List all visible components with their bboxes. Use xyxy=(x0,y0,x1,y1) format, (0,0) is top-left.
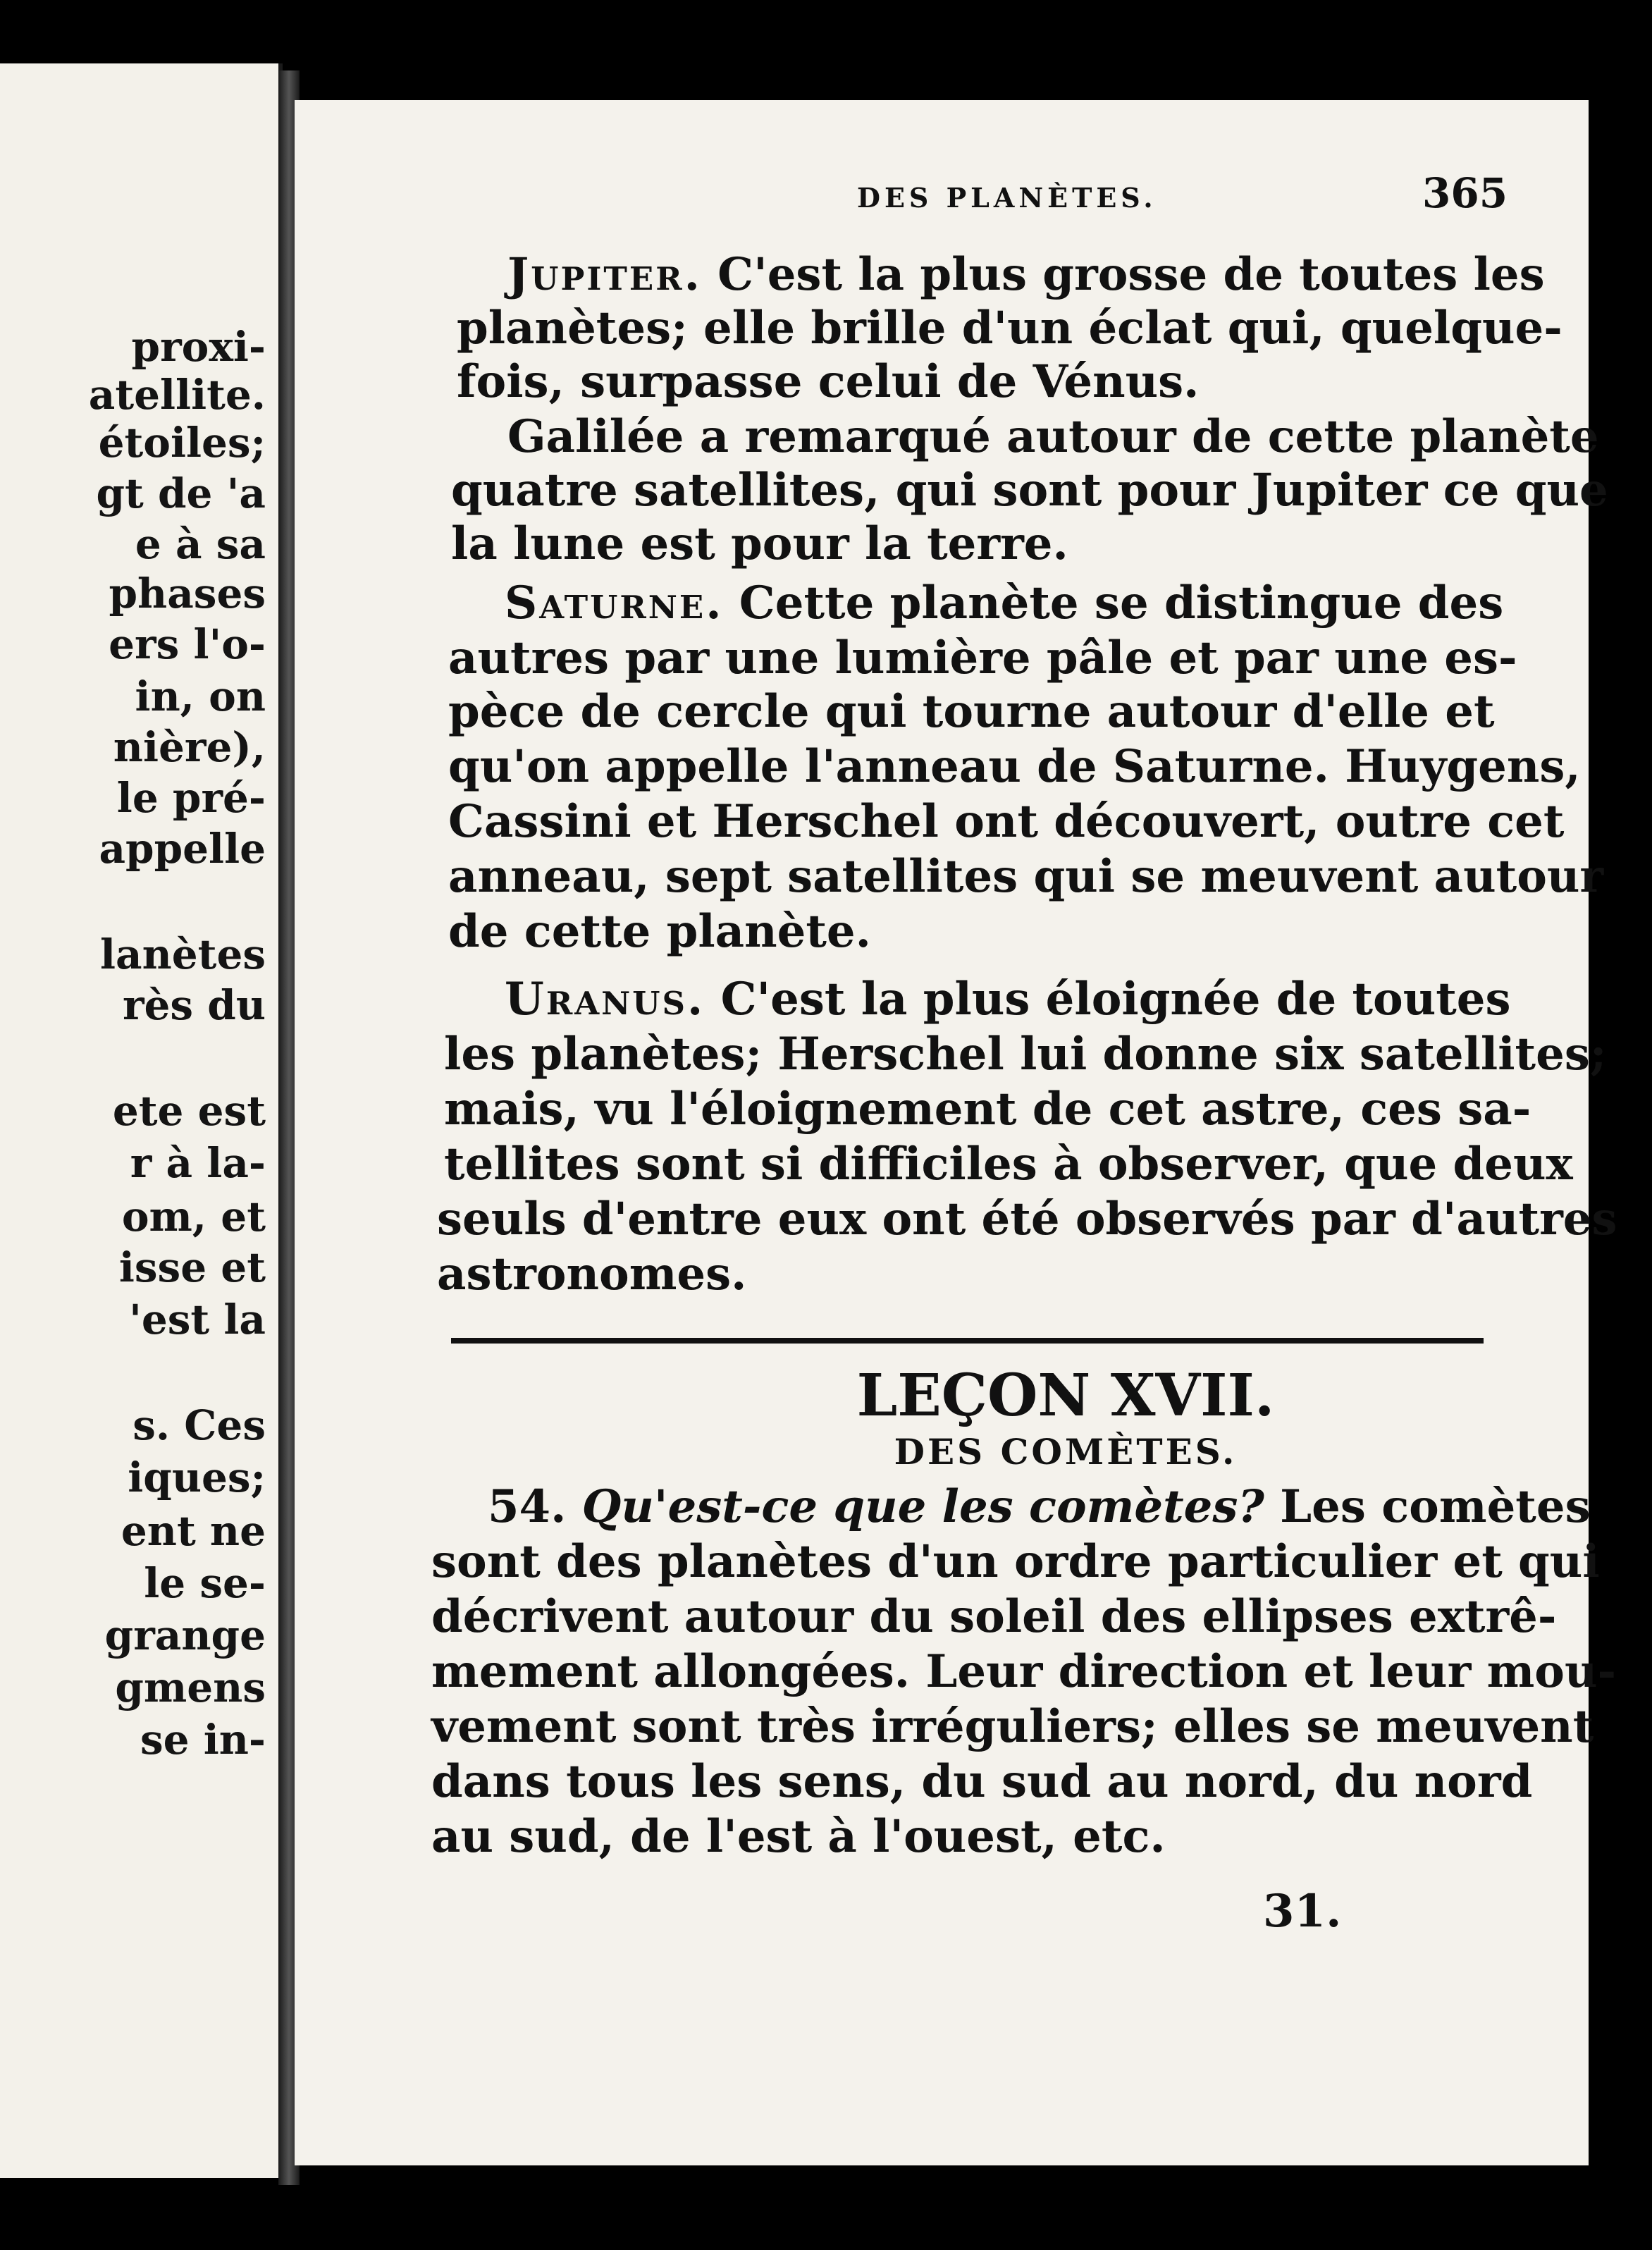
paragraph-line xyxy=(505,577,1503,630)
lesson-subtitle: DES COMÈTES. xyxy=(894,1431,1238,1473)
paragraph-line xyxy=(507,248,1545,302)
paragraph-line: pèce de cercle qui tourne autour d'elle et xyxy=(448,685,1495,738)
line-text: C'est la plus grosse de toutes les xyxy=(701,248,1545,301)
section-lead: Uranus. xyxy=(505,973,705,1026)
left-line: étoiles; xyxy=(98,419,266,467)
paragraph-line: tellites sont si difficiles à observer, que deux xyxy=(444,1138,1573,1191)
paragraph-line: sont des planètes d'un ordre particulier et qui xyxy=(431,1535,1600,1588)
left-line: se in- xyxy=(140,1716,266,1764)
section-lead: Saturne. xyxy=(505,577,724,629)
paragraph-line: décrivent autour du soleil des ellipses extrê- xyxy=(431,1590,1557,1643)
section-divider xyxy=(451,1338,1484,1344)
left-line: gmens xyxy=(115,1664,266,1711)
paragraph-line: quatre satellites, qui sont pour Jupiter ce que xyxy=(451,464,1608,517)
left-line: lanètes xyxy=(99,930,266,978)
paragraph-line: les planètes; Herschel lui donne six satellites; xyxy=(444,1028,1607,1081)
left-line: phases xyxy=(109,570,266,617)
left-line: iques; xyxy=(128,1453,266,1501)
line-text: Les comètes xyxy=(1264,1480,1591,1533)
paragraph-line: la lune est pour la terre. xyxy=(451,517,1068,570)
left-line: proxi- xyxy=(131,323,266,371)
paragraph-line: qu'on appelle l'anneau de Saturne. Huygens, xyxy=(448,740,1581,793)
left-line: ete est xyxy=(112,1087,266,1135)
paragraph-line: de cette planète. xyxy=(448,905,871,958)
question-text: Qu'est-ce que les comètes? xyxy=(581,1480,1264,1533)
left-line: gt de 'a xyxy=(96,469,266,517)
left-line: ent ne xyxy=(121,1507,266,1555)
left-line: le pré- xyxy=(116,774,266,822)
left-line: atellite. xyxy=(88,371,266,419)
line-text: C'est la plus éloignée de toutes xyxy=(705,973,1511,1026)
left-line: rès du xyxy=(122,981,266,1029)
left-line: r à la- xyxy=(130,1139,266,1187)
left-line: isse et xyxy=(118,1243,266,1291)
left-line: s. Ces xyxy=(132,1401,266,1449)
left-line: nière), xyxy=(113,723,266,771)
paragraph-line: astronomes. xyxy=(437,1248,747,1301)
paragraph-line: mement allongées. Leur direction et leur mou- xyxy=(431,1645,1617,1698)
paragraph-line: autres par une lumière pâle et par une es- xyxy=(448,632,1517,684)
paragraph-line: planètes; elle brille d'un éclat qui, quelque- xyxy=(457,302,1562,355)
paragraph-line: anneau, sept satellites qui se meuvent autour xyxy=(448,850,1604,903)
paragraph-line: mais, vu l'éloignement de cet astre, ces sa- xyxy=(444,1083,1531,1136)
paragraph-line: Galilée a remarqué autour de cette planète xyxy=(507,410,1599,463)
section-lead: Jupiter. xyxy=(507,248,702,301)
paragraph-line: dans tous les sens, du sud au nord, du nord xyxy=(431,1755,1533,1808)
signature-mark: 31. xyxy=(1263,1885,1342,1938)
left-line: 'est la xyxy=(129,1296,266,1344)
running-header: DES PLANÈTES. xyxy=(857,182,1157,214)
line-text: Cette planète se distingue des xyxy=(723,577,1504,629)
lesson-title: LEÇON XVII. xyxy=(856,1362,1275,1430)
paragraph-line xyxy=(488,1480,1591,1534)
left-line: le se- xyxy=(144,1559,266,1607)
paragraph-line: seuls d'entre eux ont été observés par d'autres xyxy=(437,1193,1617,1246)
page-number: 365 xyxy=(1422,169,1508,217)
left-line: in, on xyxy=(135,672,266,720)
paragraph-line: vement sont très irréguliers; elles se meuvent xyxy=(431,1700,1594,1753)
left-line: ers l'o- xyxy=(109,620,266,668)
left-line: appelle xyxy=(99,825,266,873)
question-number: 54. xyxy=(488,1480,567,1533)
left-line: e à sa xyxy=(135,520,266,568)
paragraph-line: au sud, de l'est à l'ouest, etc. xyxy=(431,1810,1166,1863)
paragraph-line xyxy=(505,973,1511,1026)
left-line: om, et xyxy=(121,1193,266,1241)
left-page-fragment xyxy=(0,63,283,2178)
left-line: grange xyxy=(104,1611,266,1659)
paragraph-line: fois, surpasse celui de Vénus. xyxy=(457,355,1200,408)
paragraph-line: Cassini et Herschel ont découvert, outre cet xyxy=(448,795,1565,848)
